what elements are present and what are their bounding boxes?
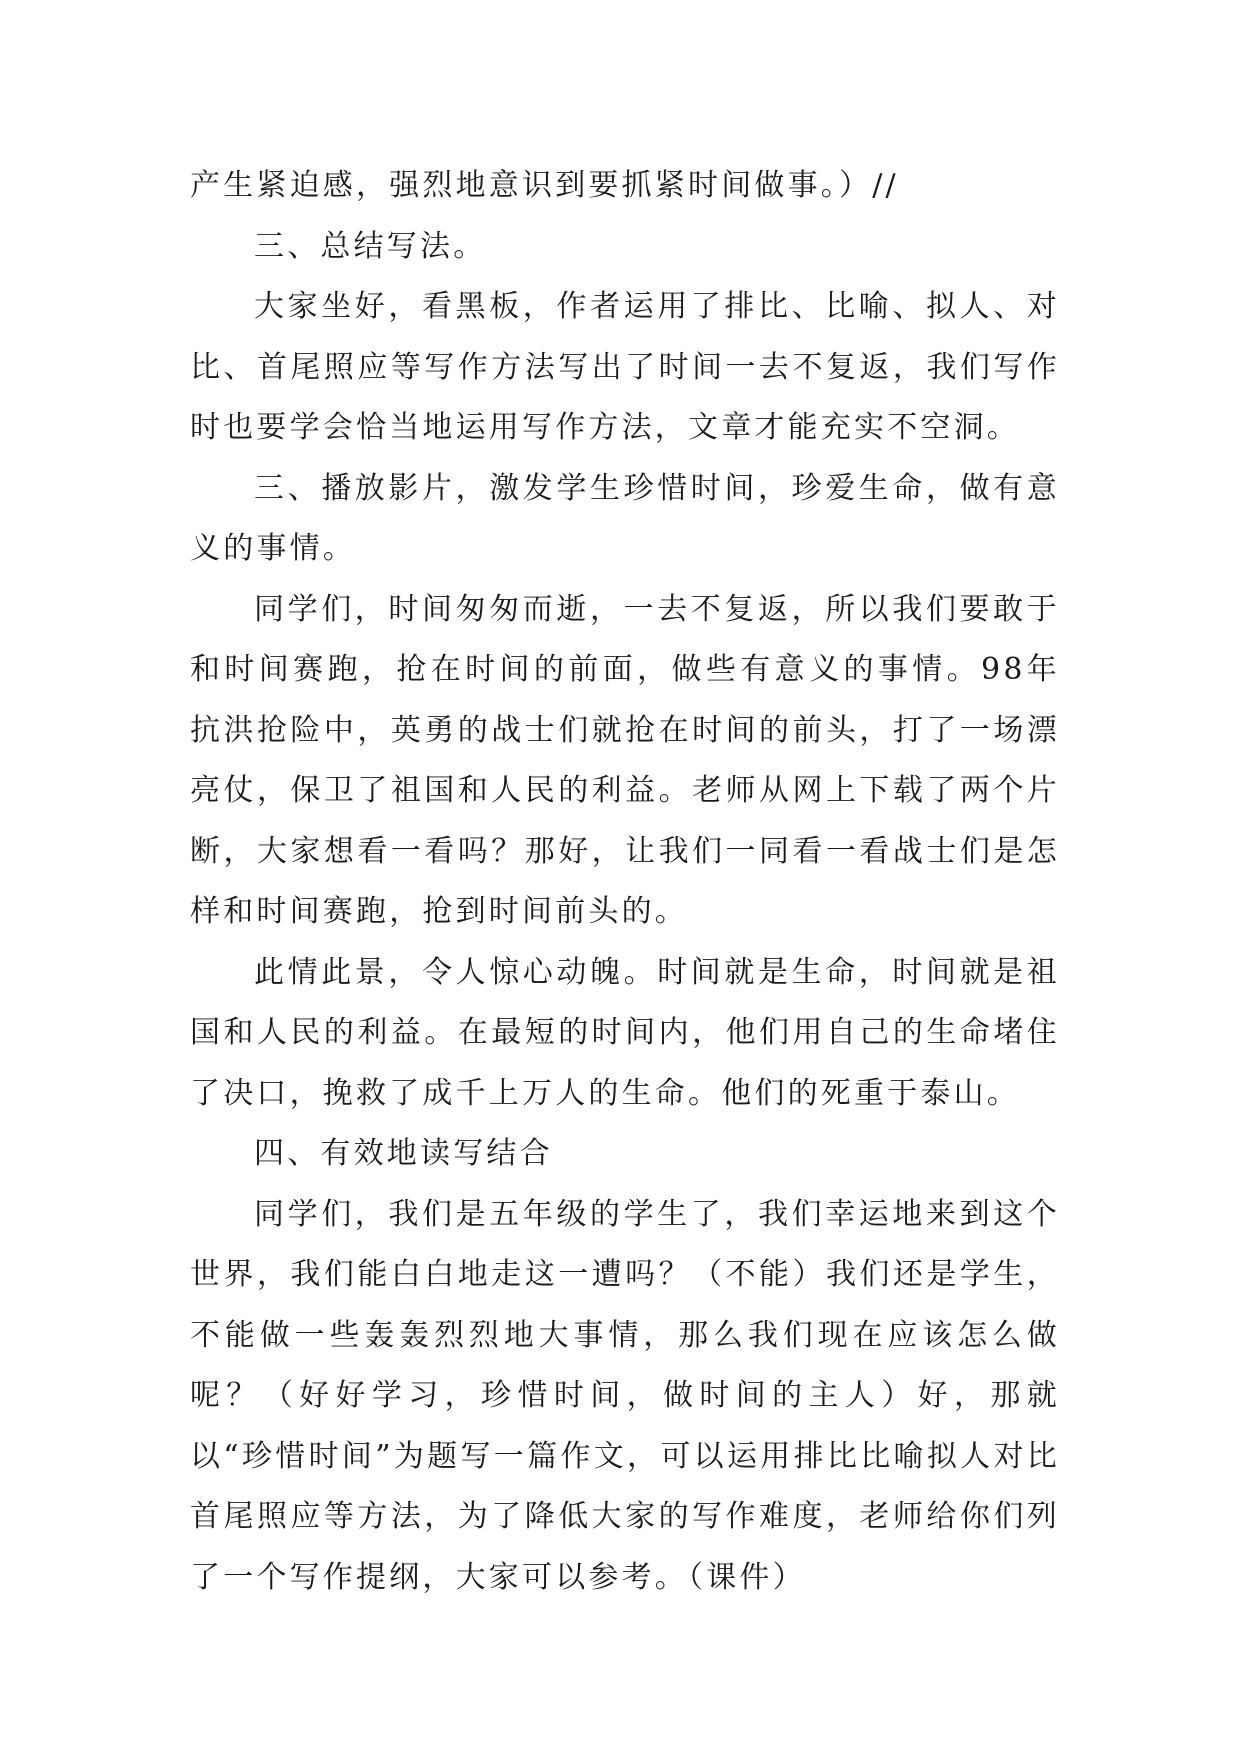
paragraph-writing-methods: 大家坐好，看黑板，作者运用了排比、比喻、拟人、对比、首尾照应等写作方法写出了时间一去不复返，我们写作时也要学会恰当地运用写作方法，文章才能充实不空洞。 [190,289,1060,445]
paragraph-race-with-time: 同学们，时间匆匆而逝，一去不复返，所以我们要敢于和时间赛跑，抢在时间的前面，做些有意义的事情。98年抗洪抢险中，英勇的战士们就抢在时间的前头，打了一场漂亮仗，保卫了祖国和人民的利益。老师从网上下载了两个片断，大家想看一看吗？那好，让我们一同看一看战士们是怎样和时间赛跑，抢到时间前头的。 [190,591,1060,929]
heading-play-film: 三、播放影片，激发学生珍惜时间，珍爱生命，做有意义的事情。 [190,470,1060,566]
heading-reading-writing: 四、有效地读写结合 [254,1136,553,1171]
heading-summary-writing: 三、总结写法。 [254,228,487,264]
paragraph-scene: 此情此景，令人惊心动魄。时间就是生命，时间就是祖国和人民的利益。在最短的时间内，他们用自己的生命堵住了决口，挽救了成千上万人的生命。他们的死重于泰山。 [190,954,1060,1111]
paragraph-continuation: 产生紧迫感，强烈地意识到要抓紧时间做事。）// [190,168,899,203]
document-page [190,156,1060,1608]
paragraph-assignment: 同学们，我们是五年级的学生了，我们幸运地来到这个世界，我们能白白地走这一遭吗？（不能）我们还是学生，不能做一些轰轰烈烈地大事情，那么我们现在应该怎么做呢？（好好学习，珍惜时间，做时间的主人）好，那就以“珍惜时间”为题写一篇作文，可以运用排比比喻拟人对比首尾照应等方法，为了降低大家的写作难度，老师给你们列了一个写作提纲，大家可以参考。（课件） [190,1196,1060,1595]
